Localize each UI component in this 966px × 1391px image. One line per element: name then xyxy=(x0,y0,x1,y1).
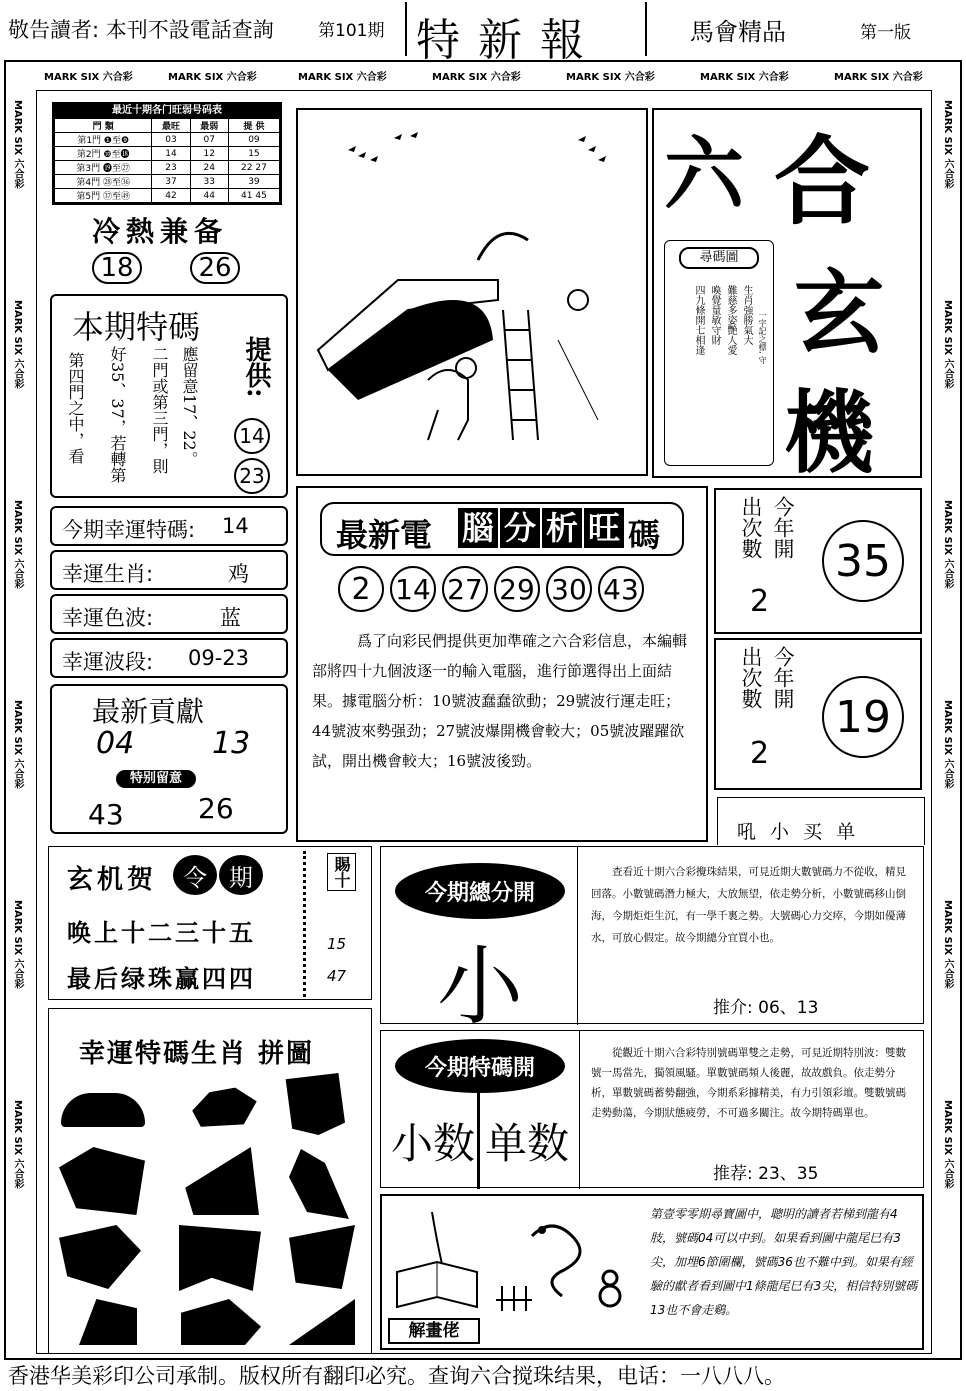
stat-label: 今年開 xyxy=(771,496,795,559)
special-code-box xyxy=(50,294,288,498)
provide-number: 23 xyxy=(234,458,270,494)
special-open-value: 单数 xyxy=(485,1119,570,1168)
watermark: MARK SIX 六合彩 xyxy=(942,500,953,589)
contribution-number: 04 xyxy=(96,726,135,761)
contribution-number: 26 xyxy=(198,792,234,825)
watermark: MARK SIX 六合彩 xyxy=(942,100,953,189)
stat-box xyxy=(714,488,922,634)
strength-table-box xyxy=(52,102,282,205)
poem-line: 難慈多姿艷人愛 xyxy=(725,285,736,355)
riddle-label: 解畫佬 xyxy=(388,1318,480,1344)
cold-hot-title: 冷熱兼备 xyxy=(92,215,229,248)
special-open-box xyxy=(380,1030,924,1188)
poem-line: 生肖強勝氣大 xyxy=(741,285,752,345)
xuanji-side-label: 賜十 xyxy=(327,853,356,891)
provide-label: 提供: xyxy=(241,336,271,398)
liuhe-char: 機 xyxy=(784,380,874,486)
stat-number: 19 xyxy=(822,676,904,758)
riddle-text: 第壹零零期尋寶圖中，聰明的讀者若梯到龍有4肢，號碼04可以中到。如果看到圖中龍尾巳有3尖，加埋6節圍欄，號碼36也不難中到。如果有經驗的獻者看到圖中1條龍尾巳有3尖，相信特别號碼13也不會走鷄。 xyxy=(650,1207,918,1317)
watermark: MARK SIX 六合彩 xyxy=(44,72,133,83)
special-column: 第四門之中，看 xyxy=(66,352,85,464)
watermark: MARK SIX 六合彩 xyxy=(168,72,257,83)
xuanji-line: 最后绿珠赢四四 xyxy=(67,964,256,993)
puzzle-piece xyxy=(289,1149,349,1219)
computer-title-end: 碼 xyxy=(628,516,661,554)
masthead-subtitle: 馬會精品 xyxy=(690,18,786,46)
table-header: 最弱 xyxy=(190,119,228,133)
watermark: MARK SIX 六合彩 xyxy=(12,700,23,789)
divider xyxy=(477,1093,480,1189)
watermark: MARK SIX 六合彩 xyxy=(942,300,953,389)
hint-illustration xyxy=(298,110,646,474)
puzzle-piece xyxy=(59,1147,145,1215)
buy-list-text: 查看近十期六合彩攪珠結果，可見近期大數號碼力不從收，精見回落。小數號碼潛力極大，大放無望，依走勢分析，小數號碼移山倒海，今期炬炬生沉，有一學千裏之勢。大號碼心力交瘁，今期如優薄水，可放心假定。故今期總分宜買小也。 xyxy=(591,866,906,944)
cold-hot-number: 26 xyxy=(190,252,240,284)
puzzle-grid xyxy=(53,1069,365,1351)
riddle-box xyxy=(380,1194,924,1350)
computer-analysis-box xyxy=(296,486,708,842)
computer-number: 14 xyxy=(390,566,436,612)
watermark: MARK SIX 六合彩 xyxy=(12,300,23,389)
special-open-recommend: 推荐: 23、35 xyxy=(713,1164,819,1184)
puzzle-piece xyxy=(181,1299,261,1345)
liuhe-char: 六 xyxy=(664,127,744,221)
table-row: 第3門 ⓳至㉗ 23 24 22 27 xyxy=(55,161,280,175)
computer-number: 43 xyxy=(598,566,644,612)
computer-number: 27 xyxy=(442,566,488,612)
computer-title-highlight: 旺 xyxy=(584,508,624,548)
stat-number: 35 xyxy=(822,520,904,602)
contribution-number: 13 xyxy=(212,726,251,761)
lucky-row: 幸運色波: 蓝 xyxy=(50,594,288,634)
footer: 香港华美彩印公司承制。版权所有翻印必究。查询六合搅珠结果，电话：一八八八。 xyxy=(8,1364,785,1388)
masthead-title: 特新報 xyxy=(416,15,602,66)
total-open-value: 小 xyxy=(437,937,523,1037)
puzzle-piece xyxy=(289,1225,355,1289)
watermark: MARK SIX 六合彩 xyxy=(12,1100,23,1189)
contribution-number: 43 xyxy=(88,798,124,831)
xuanji-side-number: 15 xyxy=(327,935,347,953)
watermark: MARK SIX 六合彩 xyxy=(834,72,923,83)
puzzle-piece xyxy=(61,1093,145,1127)
watermark: MARK SIX 六合彩 xyxy=(942,700,953,789)
computer-title-highlight: 析 xyxy=(542,508,582,548)
xuanji-highlight: 令 xyxy=(173,855,217,895)
computer-number: 30 xyxy=(546,566,592,612)
special-column: 應留意17、22。 xyxy=(180,346,199,467)
total-open-label: 今期總分開 xyxy=(395,863,565,919)
watermark: MARK SIX 六合彩 xyxy=(12,900,23,989)
xuanji-side-number: 47 xyxy=(327,967,347,985)
dragon-icon xyxy=(492,1216,642,1316)
divider xyxy=(579,1031,580,1189)
special-open-text: 從觀近十期六合彩特別號碼單雙之走勢，可見近期特別波：雙數號一馬當先，獨領風騷。單數號碼頻人後麗，故故戲負。依走勢分析，單數號碼蓄勢翻強，今期系彩據精美，有力引領彩壇。雙數號碼走勢動蕩，今期狀態疲勞，不可過多關注。故今期特碼單也。 xyxy=(591,1047,906,1119)
notice: 敬告讀者: 本刊不設電話查詢 xyxy=(8,18,274,42)
table-row: 第5門 ㊲至㊾ 42 44 41 45 xyxy=(55,189,280,203)
special-code-title: 本期特碼 xyxy=(72,308,201,346)
scroll-tag: 尋碼圖 xyxy=(679,247,759,269)
computer-number: 29 xyxy=(494,566,540,612)
xuanji-highlight: 期 xyxy=(219,855,263,895)
puzzle-piece xyxy=(79,1299,137,1345)
attention-badge: 特别留意 xyxy=(116,770,196,788)
watermark: MARK SIX 六合彩 xyxy=(942,1100,953,1189)
issue-number: 第101期 xyxy=(318,21,385,41)
special-open-label: 今期特碼開 xyxy=(395,1039,565,1093)
table-row: 第4門 ㉘至㊱ 37 33 39 xyxy=(55,175,280,189)
table-header: 門 類 xyxy=(55,119,152,133)
puzzle-piece xyxy=(179,1225,261,1291)
total-open-box xyxy=(380,821,924,1037)
puzzle-piece xyxy=(59,1225,141,1289)
xuanji-line: 唤上十二三十五 xyxy=(67,918,256,947)
provide-number: 14 xyxy=(234,418,270,454)
puzzle-piece xyxy=(177,1147,259,1215)
watermark: MARK SIX 六合彩 xyxy=(942,900,953,989)
strength-table-title: 最近十期各门旺弱号码表 xyxy=(54,104,280,118)
puzzle-piece xyxy=(289,1299,355,1345)
liuhe-char: 合 xyxy=(774,125,870,238)
hint-picture xyxy=(296,108,648,476)
puzzle-piece xyxy=(279,1073,345,1135)
watermark: MARK SIX 六合彩 xyxy=(432,72,521,83)
dotted-divider xyxy=(303,851,306,997)
cold-hot-number: 18 xyxy=(92,252,142,284)
special-column: 好35、37，若轉第 xyxy=(108,346,127,483)
stat-label: 今年開 xyxy=(771,646,795,709)
stat-label: 出次數 xyxy=(739,496,763,559)
contribution-title: 最新貢獻 xyxy=(92,695,205,728)
special-column: 二門或第三門，則 xyxy=(150,346,169,474)
header-divider xyxy=(645,2,647,56)
lucky-row: 今期幸運特碼: 14 xyxy=(50,506,288,546)
stat-count: 2 xyxy=(750,584,770,619)
scroll-frame xyxy=(664,240,774,466)
watermark: MARK SIX 六合彩 xyxy=(566,72,655,83)
computer-paragraph: 爲了向彩民們提供更加準確之六合彩信息，本編輯部將四十九個波逐一的輸入電腦，進行節選得出上面結果。據電腦分析：10號波蠢蠢欲動；29號波行運走旺；44號波來勢强劲；27號波爆開機會較大；05號波躍躍欲試，開出機會較大；16號波後勁。 xyxy=(312,632,688,770)
special-open-value: 小数 xyxy=(391,1119,476,1168)
watermark: MARK SIX 六合彩 xyxy=(700,72,789,83)
xuanji-prefix: 玄机贺 xyxy=(67,865,158,895)
buy-list-recommend: 推介: 06、13 xyxy=(713,998,819,1018)
table-row: 第1門 ❶至❾ 03 07 09 xyxy=(55,133,280,147)
puzzle-box xyxy=(48,1008,372,1354)
lucky-row: 幸運波段: 09-23 xyxy=(50,638,288,678)
table-row: 第2門 ❿至⓲ 14 12 15 xyxy=(55,147,280,161)
edition-label: 第一版 xyxy=(860,23,911,43)
watermark: MARK SIX 六合彩 xyxy=(12,500,23,589)
stat-box xyxy=(714,638,922,790)
table-header: 提 供 xyxy=(228,119,279,133)
computer-title: 最新電 xyxy=(336,516,433,554)
watermark: MARK SIX 六合彩 xyxy=(12,100,23,189)
watermark: MARK SIX 六合彩 xyxy=(298,72,387,83)
poem-line: 喚覺量敏守財 xyxy=(709,285,720,345)
computer-title-highlight: 腦 xyxy=(458,508,498,548)
poem-line: 四九條開七相逢 xyxy=(693,285,704,355)
xuanji-box xyxy=(48,846,372,1000)
stat-label: 出次數 xyxy=(739,646,763,709)
header-divider xyxy=(405,2,407,56)
liuhe-char: 玄 xyxy=(794,260,884,366)
puzzle-title: 幸運特碼生肖 拼圖 xyxy=(79,1039,315,1069)
buy-list-title: 吼 小 买 单 xyxy=(737,821,860,843)
puzzle-piece xyxy=(175,1083,261,1129)
computer-title-highlight: 分 xyxy=(500,508,540,548)
stat-count: 2 xyxy=(750,736,770,771)
computer-number: 2 xyxy=(338,566,384,612)
strength-table xyxy=(54,118,280,203)
table-header: 最旺 xyxy=(152,119,190,133)
lucky-row: 幸運生肖: 鸡 xyxy=(50,550,288,590)
divider xyxy=(577,847,578,1025)
book-icon xyxy=(392,1202,482,1312)
scroll-note: 一字記之標, 守 xyxy=(758,311,767,365)
contribution-box xyxy=(50,684,288,834)
liuhe-panel xyxy=(652,108,922,486)
